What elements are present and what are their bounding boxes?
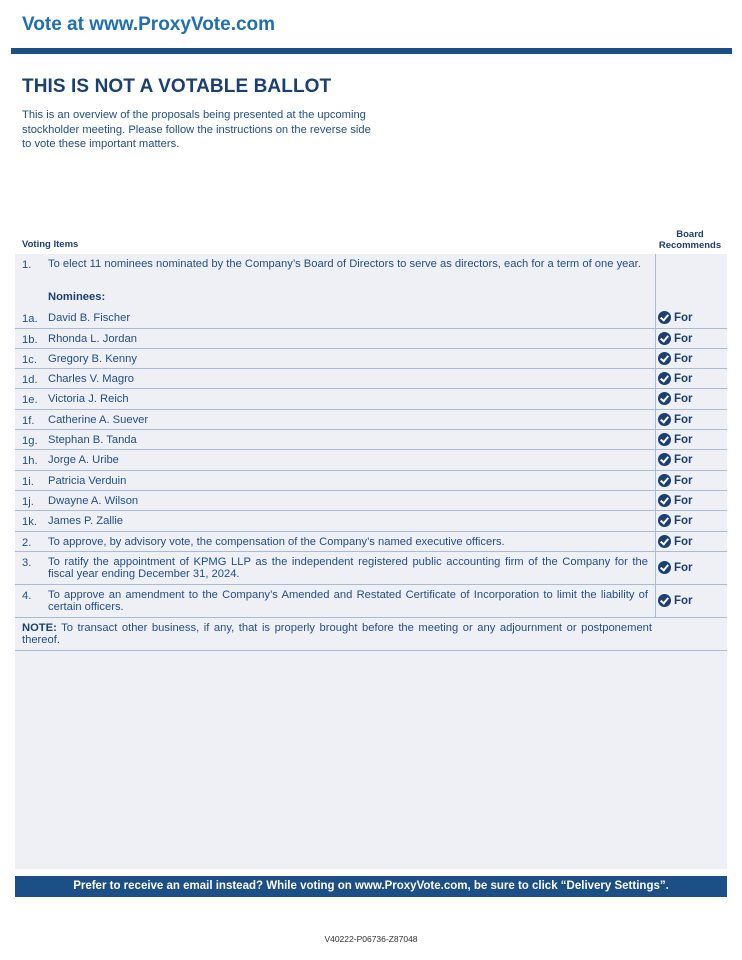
board-recommendation <box>657 594 727 607</box>
nominee-name: James P. Zallie <box>48 515 124 527</box>
proposal-row <box>15 254 727 308</box>
header-divider <box>11 48 732 54</box>
check-circle-icon <box>658 311 671 324</box>
recommendation-label: For <box>674 332 693 345</box>
column-divider <box>655 491 656 510</box>
recommendation-label: For <box>674 561 693 574</box>
nominee-name: Jorge A. Uribe <box>48 454 119 466</box>
board-recommendation <box>657 372 727 385</box>
recommendation-label: For <box>674 392 693 405</box>
nominee-row <box>15 389 727 410</box>
check-circle-icon <box>658 494 671 507</box>
proposal-number: 1b. <box>22 334 38 346</box>
recommendation-label: For <box>674 433 693 446</box>
column-divider <box>655 329 656 348</box>
proposal-number: 1i. <box>22 476 34 488</box>
board-recommendation <box>657 392 727 405</box>
nominee-row <box>15 349 727 369</box>
board-recommendation <box>657 535 727 548</box>
nominee-name: Victoria J. Reich <box>48 393 129 405</box>
column-header-board-recommends <box>652 229 728 251</box>
recommendation-label: For <box>674 514 693 527</box>
nominees-label: Nominees: <box>48 291 106 303</box>
proposal-number: 1k. <box>22 516 37 528</box>
column-divider <box>655 450 656 470</box>
board-recommendation <box>657 311 727 324</box>
proposal-number: 1j. <box>22 496 34 508</box>
proposal-number: 1g. <box>22 435 38 447</box>
column-divider <box>655 254 656 308</box>
recommendation-label: For <box>674 311 693 324</box>
recommendation-label: For <box>674 413 693 426</box>
proposal-number: 1a. <box>22 313 38 325</box>
board-label: Board <box>676 229 704 240</box>
intro-paragraph: This is an overview of the proposals being presented at the upcoming stockholder meeting. Please follow the instructions on the reverse side to vote these important matters. <box>22 109 371 150</box>
proposal-number: 1. <box>22 259 32 271</box>
proposal-row <box>15 585 727 618</box>
note-row <box>15 618 727 651</box>
check-circle-icon <box>658 594 671 607</box>
column-divider <box>655 369 656 388</box>
nominee-row <box>15 308 727 329</box>
delivery-settings-banner: Prefer to receive an email instead? While voting on www.ProxyVote.com, be sure to click “Delivery Settings”. <box>15 876 727 897</box>
recommendation-label: For <box>674 494 693 507</box>
column-divider <box>655 389 656 409</box>
note-text <box>22 623 652 646</box>
column-divider <box>655 471 656 490</box>
column-divider <box>655 511 656 531</box>
check-circle-icon <box>658 561 671 574</box>
column-divider <box>655 552 656 584</box>
board-recommendation <box>657 494 727 507</box>
column-divider <box>655 585 656 617</box>
nominee-name: Charles V. Magro <box>48 373 135 385</box>
nominee-row <box>15 369 727 389</box>
recommendation-label: For <box>674 453 693 466</box>
proposal-number: 4. <box>22 590 32 602</box>
board-recommendation <box>657 561 727 574</box>
board-recommendation <box>657 474 727 487</box>
nominee-name: Dwayne A. Wilson <box>48 495 139 507</box>
nominee-row <box>15 471 727 491</box>
proposal-text: To approve an amendment to the Company’s Amended and Restated Certificate of Incorporation to limit the liability of certain officers. <box>48 589 648 613</box>
proposal-row <box>15 532 727 552</box>
board-recommendation <box>657 352 727 365</box>
column-divider <box>655 349 656 368</box>
nominee-row <box>15 450 727 471</box>
recommendation-label: For <box>674 594 693 607</box>
note-label: NOTE: <box>22 622 57 634</box>
board-recommendation <box>657 413 727 426</box>
recommendation-label: For <box>674 535 693 548</box>
check-circle-icon <box>658 352 671 365</box>
check-circle-icon <box>658 413 671 426</box>
check-circle-icon <box>658 453 671 466</box>
proposal-number: 1f. <box>22 415 35 427</box>
board-recommendation <box>657 433 727 446</box>
nominee-row <box>15 329 727 349</box>
proposal-number: 2. <box>22 537 32 549</box>
recommends-label: Recommends <box>658 240 722 251</box>
site-header-link[interactable]: Vote at www.ProxyVote.com <box>22 14 276 35</box>
column-divider <box>655 532 656 551</box>
note-body: To transact other business, if any, that is properly brought before the meeting or any adjournment or postponement thereof. <box>22 622 652 646</box>
proposal-number: 3. <box>22 557 32 569</box>
check-circle-icon <box>658 514 671 527</box>
proposal-number: 1c. <box>22 354 37 366</box>
nominee-row <box>15 410 727 430</box>
nominee-row <box>15 430 727 450</box>
check-circle-icon <box>658 535 671 548</box>
nominee-name: Gregory B. Kenny <box>48 353 137 365</box>
page-title: THIS IS NOT A VOTABLE BALLOT <box>22 76 332 97</box>
proposal-text: To elect 11 nominees nominated by the Company’s Board of Directors to serve as directors, each for a term of one year. <box>48 258 641 270</box>
recommendation-label: For <box>674 372 693 385</box>
check-circle-icon <box>658 433 671 446</box>
board-recommendation <box>657 453 727 466</box>
proposal-text: To ratify the appointment of KPMG LLP as the independent registered public accounting firm of the Company for the fiscal year ending December 31, 2024. <box>48 556 648 580</box>
nominee-name: Rhonda L. Jordan <box>48 333 137 345</box>
proposal-number: 1h. <box>22 455 38 467</box>
column-divider <box>655 410 656 429</box>
column-header-voting-items: Voting Items <box>22 239 79 250</box>
board-recommendation <box>657 514 727 527</box>
recommendation-label: For <box>674 474 693 487</box>
check-circle-icon <box>658 474 671 487</box>
check-circle-icon <box>658 372 671 385</box>
proposal-number: 1d. <box>22 374 38 386</box>
nominee-name: Catherine A. Suever <box>48 414 149 426</box>
document-code: V40222-P06736-Z87048 <box>324 934 418 944</box>
nominee-name: David B. Fischer <box>48 312 131 324</box>
nominee-name: Patricia Verduin <box>48 475 127 487</box>
check-circle-icon <box>658 332 671 345</box>
column-divider <box>655 430 656 449</box>
nominee-row <box>15 511 727 532</box>
proposal-number: 1e. <box>22 394 38 406</box>
proposal-row <box>15 552 727 585</box>
board-recommendation <box>657 332 727 345</box>
nominee-row <box>15 491 727 511</box>
nominee-name: Stephan B. Tanda <box>48 434 137 446</box>
column-divider <box>655 308 656 328</box>
recommendation-label: For <box>674 352 693 365</box>
proposal-text: To approve, by advisory vote, the compensation of the Company’s named executive officers. <box>48 536 505 548</box>
check-circle-icon <box>658 392 671 405</box>
